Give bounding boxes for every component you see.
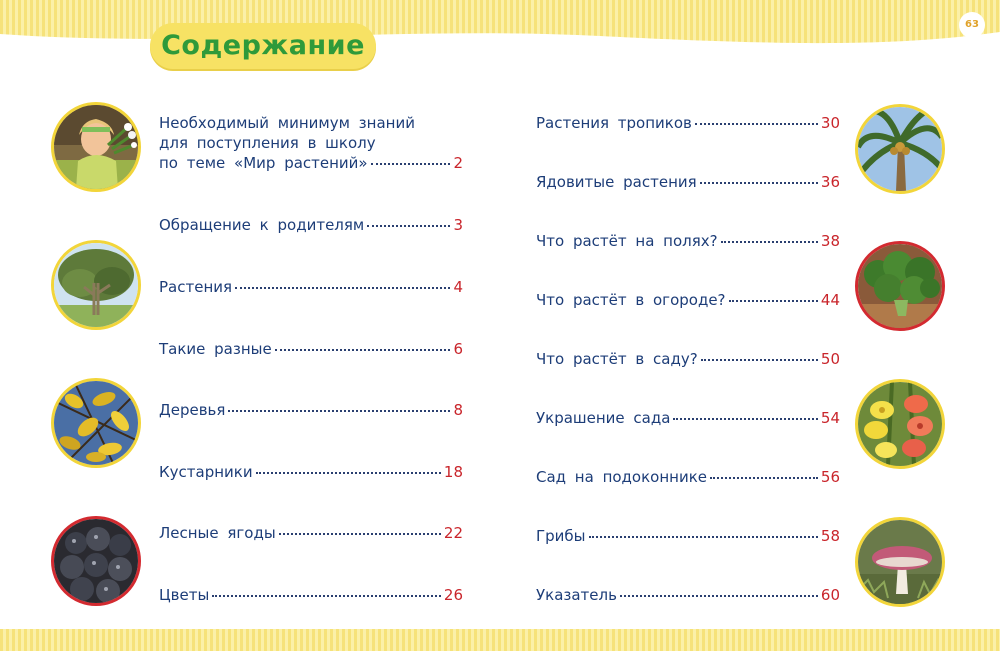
toc-entry[interactable] bbox=[536, 173, 840, 191]
toc-entry-title: Лесные ягоды bbox=[159, 524, 276, 542]
toc-entry[interactable] bbox=[159, 524, 463, 542]
child-with-flowers-photo bbox=[51, 102, 141, 192]
toc-entry-page: 3 bbox=[453, 216, 463, 234]
toc-entry-title: Растения тропиков bbox=[536, 114, 692, 132]
toc-entry-last-line bbox=[159, 153, 463, 173]
toc-entry-page: 44 bbox=[820, 291, 840, 309]
toc-entry-page: 30 bbox=[820, 114, 840, 132]
toc-entry[interactable] bbox=[159, 340, 463, 358]
toc-entry-page: 50 bbox=[820, 350, 840, 368]
dot-leader bbox=[279, 533, 441, 535]
toc-entry-title: Указатель bbox=[536, 586, 617, 604]
toc-entry[interactable] bbox=[159, 278, 463, 296]
dot-leader bbox=[710, 477, 818, 479]
toc-entry-title: Сад на подоконнике bbox=[536, 468, 707, 486]
toc-entry-title: Что растёт на полях? bbox=[536, 232, 718, 250]
gladiolus-flowers-photo bbox=[855, 379, 945, 469]
toc-entry-title: Обращение к родителям bbox=[159, 216, 365, 234]
bottom-decorative-band bbox=[0, 629, 1000, 651]
toc-entry-page: 8 bbox=[453, 401, 463, 419]
toc-entry-title: Украшение сада bbox=[536, 409, 671, 427]
title-banner bbox=[150, 23, 376, 69]
palm-tree-photo bbox=[855, 104, 945, 194]
toc-entry-title: Что растёт в огороде? bbox=[536, 291, 726, 309]
toc-entry-page: 6 bbox=[453, 340, 463, 358]
toc-entry-page: 22 bbox=[443, 524, 463, 542]
dot-leader bbox=[620, 595, 818, 597]
toc-entry-line: Необходимый минимум знаний bbox=[159, 114, 415, 132]
toc-entry[interactable] bbox=[536, 232, 840, 250]
dot-leader bbox=[235, 287, 450, 289]
dot-leader bbox=[729, 300, 818, 302]
page-title: Содержание bbox=[161, 30, 365, 61]
toc-entry[interactable] bbox=[536, 468, 840, 486]
toc-entry[interactable] bbox=[159, 216, 463, 234]
toc-entry-page: 38 bbox=[820, 232, 840, 250]
toc-entry-title: Такие разные bbox=[159, 340, 272, 358]
toc-entry-page: 2 bbox=[453, 154, 463, 172]
toc-entry[interactable] bbox=[536, 291, 840, 309]
page-number: 63 bbox=[959, 12, 985, 38]
dot-leader bbox=[700, 182, 818, 184]
broccoli-photo bbox=[855, 241, 945, 331]
toc-entry[interactable] bbox=[536, 114, 840, 132]
toc-entry-page: 56 bbox=[820, 468, 840, 486]
toc-entry[interactable] bbox=[536, 527, 840, 545]
dot-leader bbox=[256, 472, 441, 474]
toc-entry-title: Кустарники bbox=[159, 463, 253, 481]
dot-leader bbox=[371, 163, 451, 165]
dot-leader bbox=[367, 225, 450, 227]
dot-leader bbox=[212, 595, 441, 597]
toc-entry[interactable] bbox=[536, 586, 840, 604]
mushroom-photo bbox=[855, 517, 945, 607]
toc-entry-page: 26 bbox=[443, 586, 463, 604]
blackberries-photo bbox=[51, 516, 141, 606]
toc-entry-title: Растения bbox=[159, 278, 233, 296]
toc-entry[interactable] bbox=[159, 113, 463, 173]
dot-leader bbox=[673, 418, 817, 420]
dot-leader bbox=[589, 536, 818, 538]
toc-entry-title: Цветы bbox=[159, 586, 210, 604]
dot-leader bbox=[695, 123, 818, 125]
toc-entry-page: 60 bbox=[820, 586, 840, 604]
dot-leader bbox=[228, 410, 450, 412]
toc-entry-page: 58 bbox=[820, 527, 840, 545]
toc-entry-page: 18 bbox=[443, 463, 463, 481]
toc-entry[interactable] bbox=[159, 586, 463, 604]
toc-entry-title: Ядовитые растения bbox=[536, 173, 697, 191]
toc-entry-title: Деревья bbox=[159, 401, 226, 419]
tree-photo bbox=[51, 240, 141, 330]
autumn-leaves-photo bbox=[51, 378, 141, 468]
toc-entry-page: 4 bbox=[453, 278, 463, 296]
toc-entry-page: 54 bbox=[820, 409, 840, 427]
toc-entry-title: по теме «Мир растений» bbox=[159, 154, 368, 172]
toc-entry-page: 36 bbox=[820, 173, 840, 191]
dot-leader bbox=[721, 241, 818, 243]
toc-entry-line: для поступления в школу bbox=[159, 134, 376, 152]
toc-entry-title: Что растёт в саду? bbox=[536, 350, 698, 368]
toc-entry[interactable] bbox=[536, 350, 840, 368]
toc-entry[interactable] bbox=[159, 463, 463, 481]
toc-entry[interactable] bbox=[536, 409, 840, 427]
dot-leader bbox=[275, 349, 451, 351]
dot-leader bbox=[701, 359, 818, 361]
toc-entry[interactable] bbox=[159, 401, 463, 419]
toc-entry-title: Грибы bbox=[536, 527, 586, 545]
